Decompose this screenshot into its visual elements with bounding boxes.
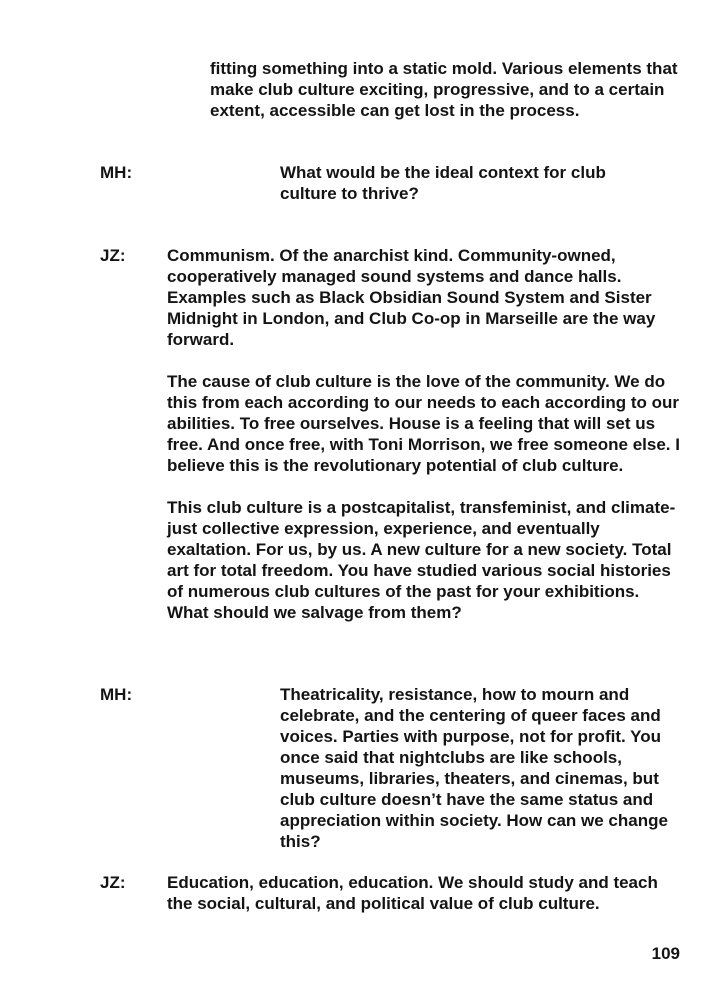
jz-answer-block bbox=[167, 872, 685, 914]
mh-question-block bbox=[280, 162, 640, 204]
page-number: 109 bbox=[651, 944, 680, 963]
speaker-label-jz: JZ: bbox=[100, 873, 126, 892]
mh-question-block bbox=[280, 684, 680, 852]
jz-answer-block bbox=[167, 245, 685, 623]
jz-answer-paragraph: The cause of club culture is the love of the community. We do this from each according to our needs to each according to our abilities. To free ourselves. House is a feeling that will set us free. And once free, with Toni Morrison, we free someone else. I believe this is the revolutionary potential of club culture. bbox=[167, 372, 680, 475]
speaker-label-jz: JZ: bbox=[100, 246, 126, 265]
jz-answer-paragraph: This club culture is a postcapitalist, transfeminist, and climate-just collective expression, experience, and eventually exaltation. For us, by us. A new culture for a new society. Total art for total freedom. You have studied various social histories of numerous club cultures of the past for your exhibitions. What should we salvage from them? bbox=[167, 498, 676, 622]
mh-question-paragraph: What would be the ideal context for club culture to thrive? bbox=[280, 163, 606, 203]
speaker-label-mh: MH: bbox=[100, 685, 133, 704]
jz-answer-paragraph: Education, education, education. We should study and teach the social, cultural, and political value of club culture. bbox=[167, 873, 658, 913]
mh-question-paragraph: Theatricality, resistance, how to mourn and celebrate, and the centering of queer faces and voices. Parties with purpose, not for profit. You once said that nightclubs are like schools, museums, libraries, theaters, and cinemas, but club culture doesn’t have the same status and appreciation within society. How can we change this? bbox=[280, 685, 668, 851]
jz-answer-paragraph: Communism. Of the anarchist kind. Community-owned, cooperatively managed sound systems and dance halls. Examples such as Black Obsidian Sound System and Sister Midnight in London, and Club Co-op in Marseille are the way forward. bbox=[167, 246, 656, 349]
continuation-paragraph: fitting something into a static mold. Various elements that make club culture exciting, progressive, and to a certain extent, accessible can get lost in the process. bbox=[210, 59, 678, 120]
speaker-label-mh: MH: bbox=[100, 163, 133, 182]
